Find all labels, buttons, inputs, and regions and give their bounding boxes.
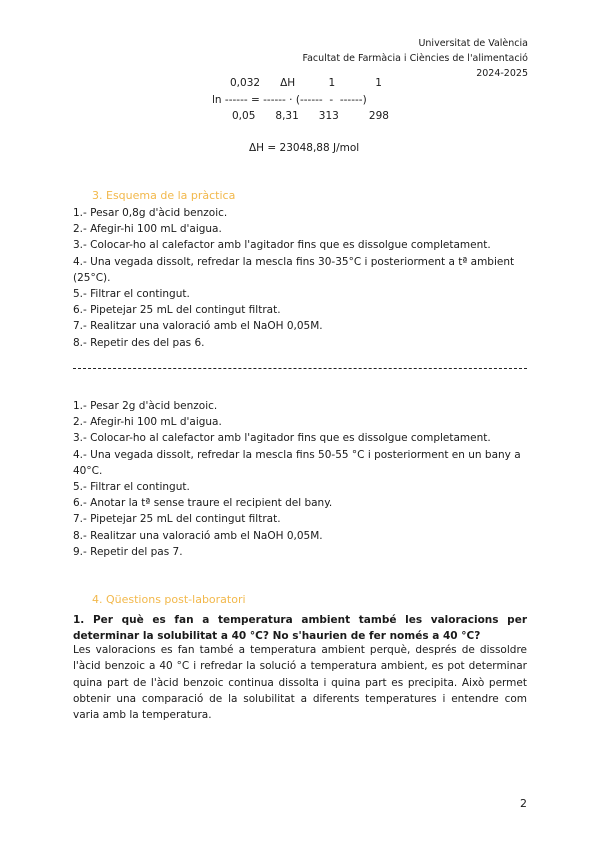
equation-result: ΔH = 23048,88 J/mol bbox=[249, 142, 360, 154]
dashed-divider bbox=[73, 368, 527, 369]
question-1: 1. Per què es fan a temperatura ambient també les valoracions per determinar la solubilitat a 40 °C? No s'haurien de fer només a 40 °C? bbox=[73, 614, 527, 642]
academic-year: 2024-2025 bbox=[476, 68, 528, 79]
list-item: 1.- Pesar 0,8g d'àcid benzoic. bbox=[73, 207, 228, 219]
list-item: 8.- Repetir des del pas 6. bbox=[73, 336, 205, 349]
list-item: 2.- Afegir-hi 100 mL d'aigua. bbox=[73, 416, 222, 429]
list-item: 5.- Filtrar el contingut. bbox=[73, 481, 190, 494]
list-item: 5.- Filtrar el contingut. bbox=[73, 288, 190, 301]
equation-numerators: 0,032 ΔH 1 1 bbox=[230, 77, 382, 89]
list-item: 4.- Una vegada dissolt, refredar la mescla fins 30-35°C i posteriorment a tª ambient (25°C). bbox=[73, 255, 515, 284]
university-name: Universitat de València bbox=[418, 38, 528, 49]
equation-fraction-bars: ln ------ = ------ · (------ - ------) bbox=[212, 94, 367, 106]
list-item: 4.- Una vegada dissolt, refredar la mescla fins 50-55 °C i posteriorment en un bany a 40°C. bbox=[73, 448, 521, 477]
list-item: 9.- Repetir del pas 7. bbox=[73, 545, 183, 558]
list-item: 1.- Pesar 2g d'àcid benzoic. bbox=[73, 400, 218, 412]
faculty-name: Facultat de Farmàcia i Ciències de l'alimentació bbox=[302, 53, 528, 64]
list-item: 7.- Realitzar una valoració amb el NaOH 0,05M. bbox=[73, 320, 323, 333]
procedure-list-b bbox=[73, 398, 533, 560]
list-item: 3.- Colocar-ho al calefactor amb l'agitador fins que es dissolgue completament. bbox=[73, 239, 491, 252]
document-header bbox=[303, 36, 528, 81]
list-item: 3.- Colocar-ho al calefactor amb l'agitador fins que es dissolgue completament. bbox=[73, 432, 491, 445]
list-item: 8.- Realitzar una valoració amb el NaOH 0,05M. bbox=[73, 529, 323, 542]
list-item: 7.- Pipetejar 25 mL del contingut filtrat. bbox=[73, 513, 281, 526]
section-3-title: 3. Esquema de la pràctica bbox=[92, 189, 236, 202]
answer-1: Les valoracions es fan també a temperatura ambient perquè, després de dissoldre l'àcid benzoic a 40 °C i refredar la solució a temperatura ambient, es pot determinar quina part de l'àcid benzoic continua dissolta i quina part es precipita. Això permet obtenir una comparació de la solubilitat a diferents temperatures i entendre com varia amb la temperatura. bbox=[73, 644, 527, 722]
equation-denominators: 0,05 8,31 313 298 bbox=[232, 110, 389, 122]
page-number: 2 bbox=[520, 797, 527, 810]
list-item: 6.- Anotar la tª sense traure el recipient del bany. bbox=[73, 497, 333, 510]
list-item: 6.- Pipetejar 25 mL del contingut filtrat. bbox=[73, 304, 281, 317]
list-item: 2.- Afegir-hi 100 mL d'aigua. bbox=[73, 223, 222, 236]
procedure-list-a bbox=[73, 205, 533, 351]
section-4-title: 4. Qüestions post-laboratori bbox=[92, 593, 246, 606]
